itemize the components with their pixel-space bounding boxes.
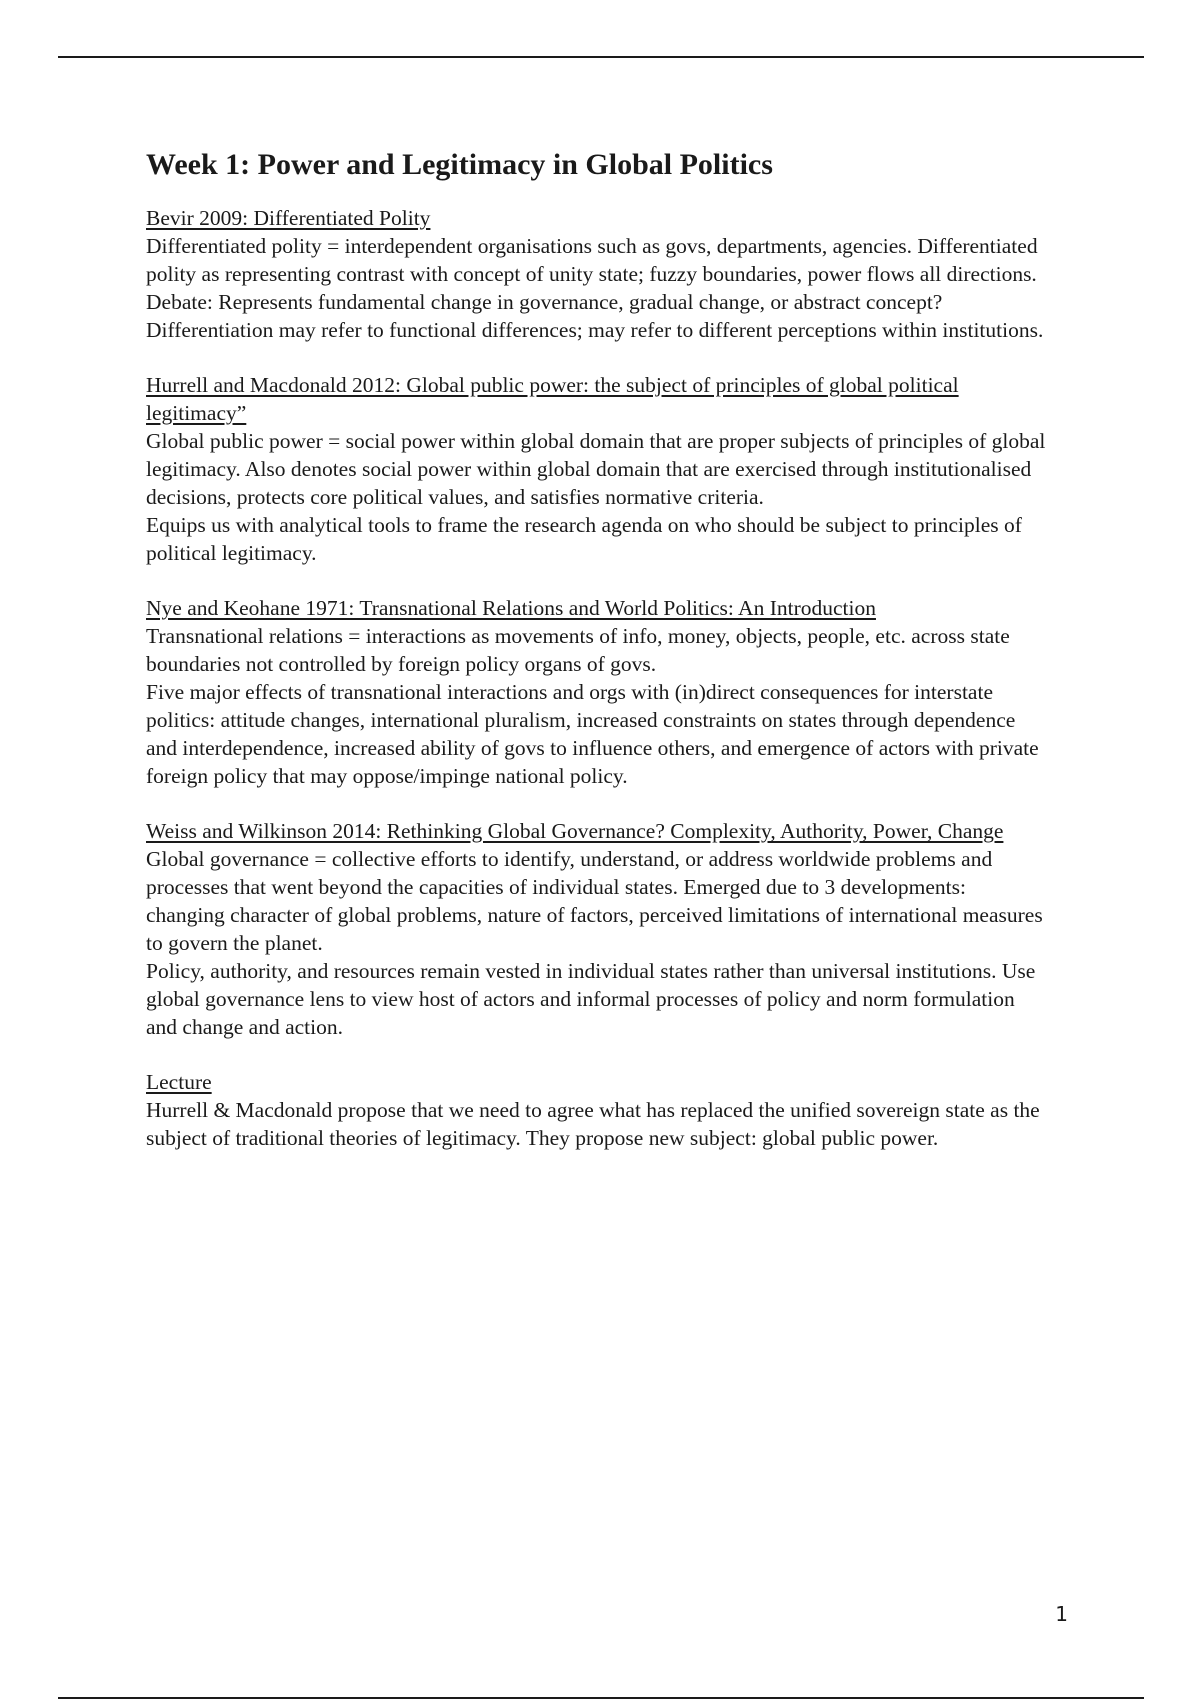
section-paragraph: Five major effects of transnational interactions and orgs with (in)direct consequences for interstate politics: attitude changes, international pluralism, increased constraints on states through dependence and interdependence, increased ability of govs to influence others, and emergence of actors with private foreign policy that may oppose/impinge national policy. — [146, 680, 1039, 788]
section-heading: Lecture — [146, 1070, 212, 1094]
section-heading: Bevir 2009: Differentiated Polity — [146, 206, 431, 230]
section-paragraph: Hurrell & Macdonald propose that we need to agree what has replaced the unified sovereign state as the subject of traditional theories of legitimacy. They propose new subject: global public power. — [146, 1098, 1040, 1150]
header-rule — [58, 56, 1144, 58]
section-heading: Hurrell and Macdonald 2012: Global public power: the subject of principles of global political legitimacy” — [146, 373, 959, 425]
footer-rule — [58, 1697, 1144, 1699]
section-paragraph: Differentiated polity = interdependent organisations such as govs, departments, agencies. Differentiated polity as representing contrast with concept of unity state; fuzzy boundaries, power flows all directions. — [146, 234, 1038, 286]
section-weiss-wilkinson — [146, 817, 1046, 1041]
page-number: 1 — [1055, 1602, 1068, 1626]
section-paragraph: Transnational relations = interactions as movements of info, money, objects, people, etc. across state boundaries not controlled by foreign policy organs of govs. — [146, 624, 1010, 676]
section-paragraph: Debate: Represents fundamental change in governance, gradual change, or abstract concept? Differentiation may refer to functional differences; may refer to different perceptions within institutions. — [146, 290, 1044, 342]
section-paragraph: Global governance = collective efforts to identify, understand, or address worldwide problems and processes that went beyond the capacities of individual states. Emerged due to 3 developments: changing character of global problems, nature of factors, perceived limitations of international measures to govern the planet. — [146, 847, 1043, 955]
section-hurrell-macdonald — [146, 371, 1046, 567]
section-bevir — [146, 204, 1046, 344]
section-paragraph: Global public power = social power within global domain that are proper subjects of principles of global legitimacy. Also denotes social power within global domain that are exercised through institutionalised decisions, protects core political values, and satisfies normative criteria. — [146, 429, 1046, 509]
section-nye-keohane — [146, 594, 1046, 790]
section-lecture — [146, 1068, 1046, 1152]
section-heading: Nye and Keohane 1971: Transnational Relations and World Politics: An Introduction — [146, 596, 876, 620]
section-paragraph: Policy, authority, and resources remain vested in individual states rather than universal institutions. Use global governance lens to view host of actors and informal processes of policy and norm formulation and change and action. — [146, 959, 1036, 1039]
section-heading: Weiss and Wilkinson 2014: Rethinking Global Governance? Complexity, Authority, Power, Change — [146, 819, 1004, 843]
page-title: Week 1: Power and Legitimacy in Global Politics — [146, 148, 773, 181]
section-paragraph: Equips us with analytical tools to frame the research agenda on who should be subject to principles of political legitimacy. — [146, 513, 1022, 565]
document-body — [146, 146, 1046, 1179]
